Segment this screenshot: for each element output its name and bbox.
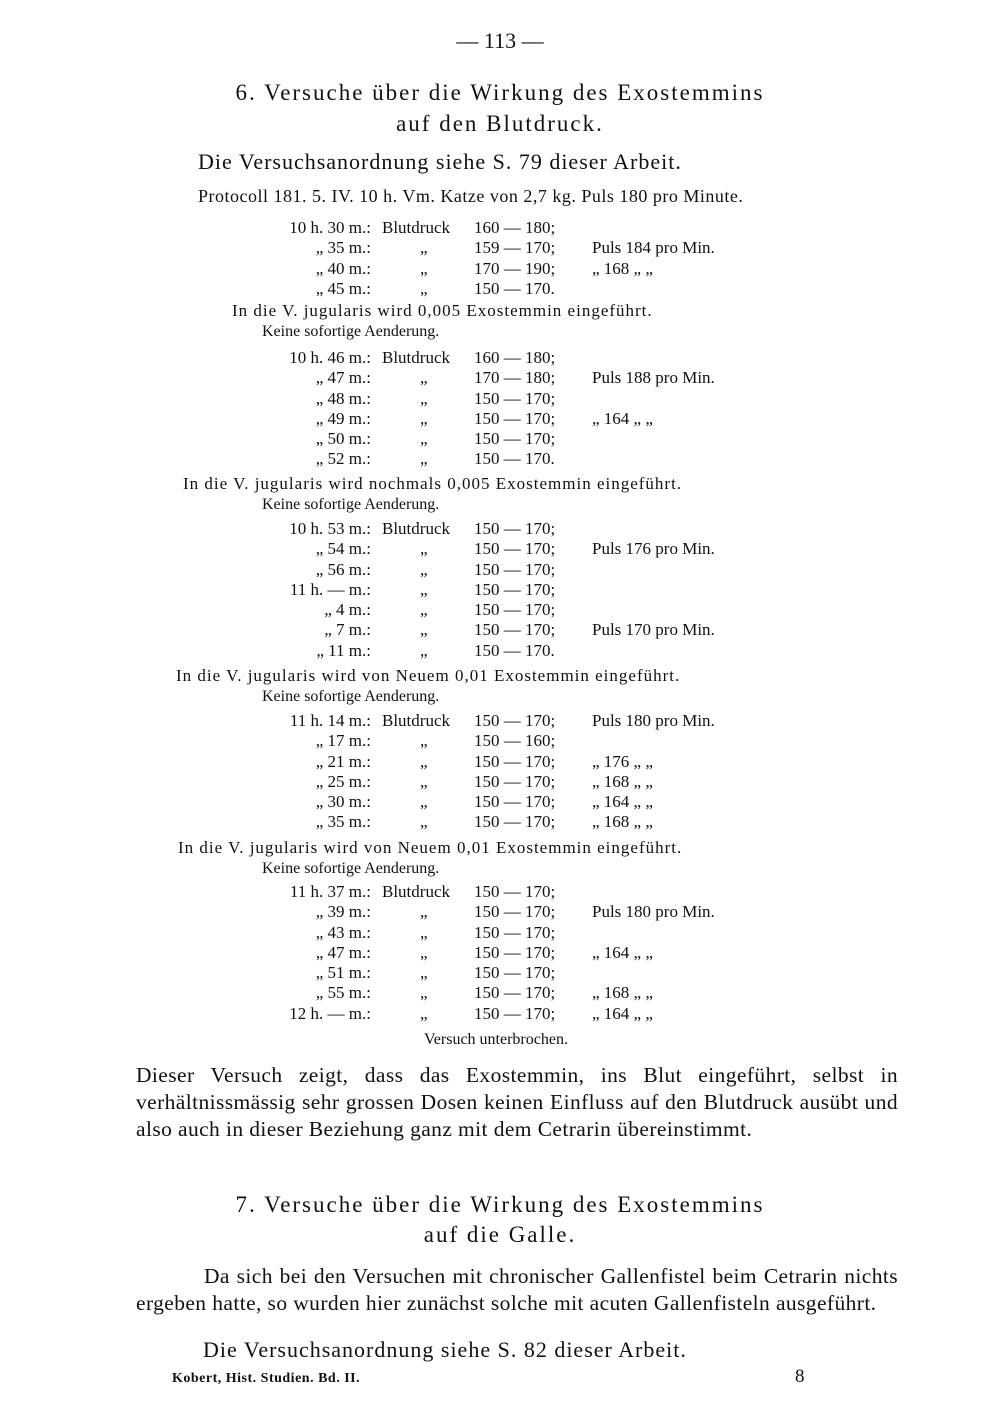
table-row: [258, 772, 818, 792]
time-cell: „ 45 m.:: [315, 278, 371, 298]
section7-paragraph: Da sich bei den Versuchen mit chronischer Gallenfistel beim Cetrarin nichts ergeben hatte, so wurden hier zunächst solche mit acuten Gallenfisteln ausgeführt.: [136, 1264, 898, 1315]
section6-title-line2: auf den Blutdruck.: [396, 111, 604, 136]
ditto-cell: „: [420, 368, 428, 388]
pulse-cell: „ 164 „ „: [592, 942, 653, 962]
table-row: [258, 620, 818, 640]
ditto-cell: „: [420, 902, 428, 922]
label-cell: Blutdruck: [382, 519, 450, 538]
injection-note-2: In die V. jugularis wird nochmals 0,005 Exostemmin eingeführt.: [183, 474, 683, 493]
table-row: [258, 983, 818, 1003]
table-row: [258, 792, 818, 812]
time-cell: „ 40 m.:: [315, 258, 371, 278]
no-change-note-1: Keine sofortige Aenderung.: [262, 323, 440, 340]
table-row: [258, 539, 818, 559]
time-cell: „ 50 m.:: [315, 429, 371, 449]
pressure-cell: 150 — 170;: [474, 792, 556, 812]
experiment-interrupted-note: Versuch unterbrochen.: [424, 1031, 568, 1048]
pulse-cell: Puls 180 pro Min.: [592, 902, 715, 922]
time-cell: 10 h. 53 m.:: [289, 519, 371, 538]
pressure-cell: 150 — 170;: [474, 711, 556, 730]
pressure-cell: 150 — 170;: [474, 902, 556, 922]
time-cell: „ 52 m.:: [315, 449, 371, 469]
time-cell: „ 43 m.:: [315, 922, 371, 942]
table-row: [258, 560, 818, 580]
pressure-cell: 150 — 170;: [474, 579, 556, 599]
pressure-cell: 150 — 170;: [474, 922, 556, 942]
pressure-cell: 150 — 170;: [474, 429, 556, 449]
injection-note-3: In die V. jugularis wird von Neuem 0,01 Exostemmin eingeführt.: [176, 666, 681, 685]
time-cell: 10 h. 46 m.:: [289, 348, 371, 367]
measurement-block-3: [258, 519, 818, 661]
pressure-cell: 150 — 170.: [474, 278, 555, 298]
time-cell: „ 47 m.:: [315, 368, 371, 388]
table-row: [258, 429, 818, 449]
table-row: [258, 963, 818, 983]
pulse-cell: „ 168 „ „: [592, 258, 653, 278]
ditto-cell: „: [420, 579, 428, 599]
pressure-cell: 150 — 170;: [474, 983, 556, 1003]
footer-signature: 8: [795, 1366, 805, 1387]
pulse-cell: „ 164 „ „: [592, 1003, 653, 1023]
pulse-cell: Puls 184 pro Min.: [592, 238, 715, 258]
table-row: [258, 218, 818, 238]
table-row: [258, 600, 818, 620]
time-cell: „ 11 m.:: [316, 640, 371, 660]
pressure-cell: 170 — 190;: [474, 258, 556, 278]
table-row: [258, 752, 818, 772]
time-cell: „ 35 m.:: [315, 238, 371, 258]
pressure-cell: 150 — 170.: [474, 640, 555, 660]
time-cell: „ 17 m.:: [315, 731, 371, 751]
ditto-cell: „: [420, 771, 428, 791]
table-row: [258, 348, 818, 368]
measurement-block-5: [258, 882, 818, 1024]
pressure-cell: 159 — 170;: [474, 238, 556, 258]
ditto-cell: „: [420, 620, 428, 640]
pressure-cell: 150 — 170;: [474, 559, 556, 579]
table-row: [258, 238, 818, 258]
pressure-cell: 150 — 170;: [474, 388, 556, 408]
time-cell: „ 47 m.:: [315, 942, 371, 962]
pulse-cell: Puls 180 pro Min.: [592, 711, 715, 730]
table-row: [258, 368, 818, 388]
section7-intro: Die Versuchsanordnung siehe S. 82 dieser Arbeit.: [203, 1337, 687, 1362]
time-cell: „ 51 m.:: [315, 963, 371, 983]
ditto-cell: „: [420, 258, 428, 278]
ditto-cell: „: [420, 983, 428, 1003]
time-cell: „ 25 m.:: [315, 771, 371, 791]
pressure-cell: 160 — 180;: [474, 218, 556, 237]
table-row: [258, 812, 818, 832]
pulse-cell: „ 168 „ „: [592, 812, 653, 832]
table-row: [258, 711, 818, 731]
table-row: [258, 519, 818, 539]
measurement-block-2: [258, 348, 818, 470]
section7-title-line1: 7. Versuche über die Wirkung des Exostemmins: [235, 1192, 765, 1217]
pressure-cell: 150 — 170.: [474, 449, 555, 469]
injection-note-4: In die V. jugularis wird von Neuem 0,01 Exostemmin eingeführt.: [178, 838, 683, 857]
ditto-cell: „: [420, 559, 428, 579]
pressure-cell: 150 — 170;: [474, 771, 556, 791]
page-number: — 113 —: [456, 28, 544, 53]
pressure-cell: 150 — 170;: [474, 812, 556, 832]
time-cell: „ 49 m.:: [315, 408, 371, 428]
time-cell: 12 h. — m.:: [289, 1003, 371, 1023]
time-cell: „ 4 m.:: [324, 600, 371, 620]
pressure-cell: 150 — 160;: [474, 731, 556, 751]
section6-title-line1: 6. Versuche über die Wirkung des Exostemmins: [235, 80, 765, 105]
table-row: [258, 943, 818, 963]
table-row: [258, 731, 818, 751]
ditto-cell: „: [420, 449, 428, 469]
footer-citation: Kobert, Hist. Studien. Bd. II.: [172, 1371, 361, 1386]
time-cell: „ 35 m.:: [315, 812, 371, 832]
table-row: [258, 902, 818, 922]
label-cell: Blutdruck: [382, 711, 450, 730]
ditto-cell: „: [420, 922, 428, 942]
pressure-cell: 150 — 170;: [474, 600, 556, 620]
pressure-cell: 150 — 170;: [474, 519, 556, 538]
ditto-cell: „: [420, 963, 428, 983]
pressure-cell: 150 — 170;: [474, 942, 556, 962]
table-row: [258, 449, 818, 469]
ditto-cell: „: [420, 751, 428, 771]
ditto-cell: „: [420, 792, 428, 812]
pressure-cell: 150 — 170;: [474, 751, 556, 771]
injection-note-1: In die V. jugularis wird 0,005 Exostemmin eingeführt.: [232, 301, 653, 320]
measurement-block-1: [258, 218, 818, 299]
pressure-cell: 150 — 170;: [474, 408, 556, 428]
table-row: [258, 279, 818, 299]
pressure-cell: 150 — 170;: [474, 539, 556, 559]
ditto-cell: „: [420, 429, 428, 449]
ditto-cell: „: [420, 539, 428, 559]
label-cell: Blutdruck: [382, 348, 450, 367]
section7-title-line2: auf die Galle.: [423, 1222, 577, 1247]
pulse-cell: „ 164 „ „: [592, 792, 653, 812]
table-row: [258, 882, 818, 902]
time-cell: „ 54 m.:: [315, 539, 371, 559]
time-cell: „ 55 m.:: [315, 983, 371, 1003]
section6-intro: Die Versuchsanordnung siehe S. 79 dieser Arbeit.: [198, 149, 682, 174]
ditto-cell: „: [420, 640, 428, 660]
conclusion-paragraph: Dieser Versuch zeigt, dass das Exostemmin, ins Blut eingeführt, selbst in verhältnissmässig sehr grossen Dosen keinen Einfluss auf den Blutdruck ausübt und also auch in dieser Beziehung ganz mit dem Cetrarin übereinstimmt.: [136, 1063, 898, 1141]
ditto-cell: „: [420, 942, 428, 962]
table-row: [258, 641, 818, 661]
table-row: [258, 1004, 818, 1024]
pressure-cell: 150 — 170;: [474, 882, 556, 901]
table-row: [258, 389, 818, 409]
pressure-cell: 150 — 170;: [474, 620, 556, 640]
time-cell: „ 48 m.:: [315, 388, 371, 408]
time-cell: 11 h. — m.:: [289, 579, 371, 599]
ditto-cell: „: [420, 600, 428, 620]
pulse-cell: Puls 176 pro Min.: [592, 539, 715, 559]
time-cell: 10 h. 30 m.:: [289, 218, 371, 237]
measurement-block-4: [258, 711, 818, 833]
protocol-line: Protocoll 181. 5. IV. 10 h. Vm. Katze von 2,7 kg. Puls 180 pro Minute.: [198, 186, 744, 206]
time-cell: 11 h. 37 m.:: [289, 882, 371, 901]
ditto-cell: „: [420, 238, 428, 258]
ditto-cell: „: [420, 408, 428, 428]
pulse-cell: „ 168 „ „: [592, 771, 653, 791]
time-cell: „ 56 m.:: [315, 559, 371, 579]
table-row: [258, 409, 818, 429]
pulse-cell: Puls 170 pro Min.: [592, 620, 715, 640]
no-change-note-4: Keine sofortige Aenderung.: [262, 860, 440, 877]
time-cell: „ 21 m.:: [315, 751, 371, 771]
pressure-cell: 160 — 180;: [474, 348, 556, 367]
pressure-cell: 150 — 170;: [474, 963, 556, 983]
ditto-cell: „: [420, 278, 428, 298]
time-cell: 11 h. 14 m.:: [289, 711, 371, 730]
pulse-cell: Puls 188 pro Min.: [592, 368, 715, 388]
pulse-cell: „ 168 „ „: [592, 983, 653, 1003]
table-row: [258, 923, 818, 943]
no-change-note-3: Keine sofortige Aenderung.: [262, 688, 440, 705]
ditto-cell: „: [420, 812, 428, 832]
time-cell: „ 7 m.:: [324, 620, 371, 640]
time-cell: „ 39 m.:: [315, 902, 371, 922]
time-cell: „ 30 m.:: [315, 792, 371, 812]
table-row: [258, 259, 818, 279]
ditto-cell: „: [420, 731, 428, 751]
label-cell: Blutdruck: [382, 218, 450, 237]
pulse-cell: „ 176 „ „: [592, 751, 653, 771]
table-row: [258, 580, 818, 600]
pressure-cell: 150 — 170;: [474, 1003, 556, 1023]
label-cell: Blutdruck: [382, 882, 450, 901]
pulse-cell: „ 164 „ „: [592, 408, 653, 428]
ditto-cell: „: [420, 1003, 428, 1023]
pressure-cell: 170 — 180;: [474, 368, 556, 388]
ditto-cell: „: [420, 388, 428, 408]
no-change-note-2: Keine sofortige Aenderung.: [262, 496, 440, 513]
